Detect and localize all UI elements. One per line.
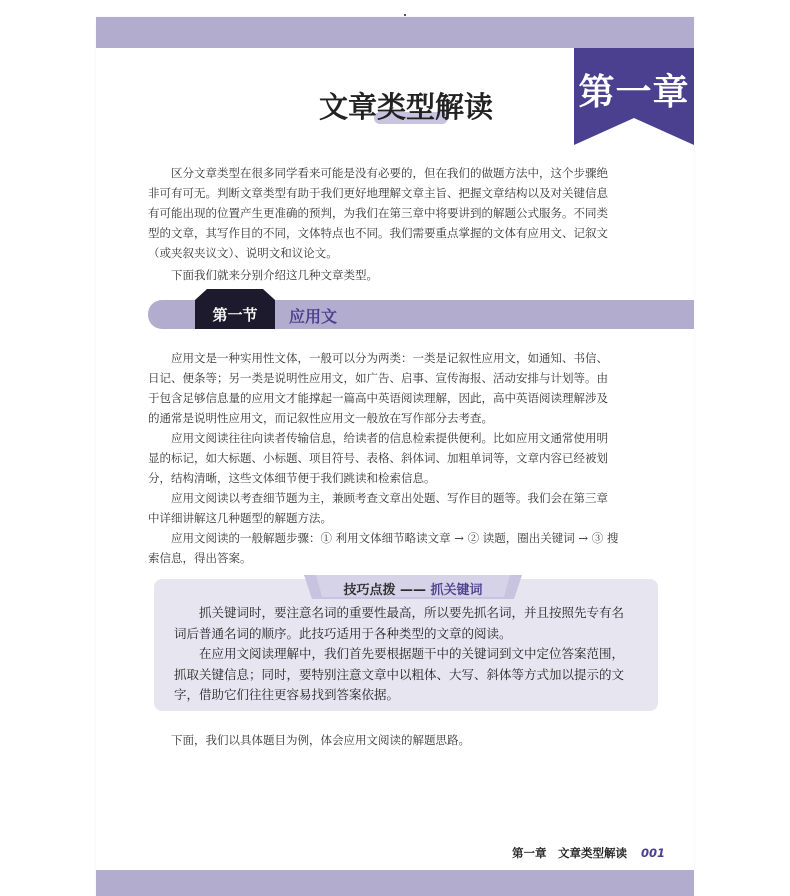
body-paragraph-3: 应用文阅读以考查细节题为主，兼顾考查文章出处题、写作目的题等。我们会在第三章 中详细讲解这几种题型的解题方法。 <box>148 491 608 525</box>
tip-label-highlight: 抓关键词 <box>430 583 483 598</box>
body-paragraph-2: 应用文阅读往往向读者传输信息，给读者的信息检索提供便利。比如应用文通常使用明 显的标记，如大标题、小标题、项目符号、表格、斜体词、加粗单词等，文章内容已经被划 分，结构清晰，这些文体细节便于我们跳读和检索信息。 <box>148 431 608 485</box>
page-number: 001 <box>641 846 666 860</box>
top-mark <box>404 14 406 16</box>
tip-paragraph-2: 在应用文阅读理解中，我们首先要根据题干中的关键词到文中定位答案范围， 抓取关键信息；同时，要特别注意文章中以粗体、大写、斜体等方式加以提示的文 字，借助它们往往更容易找到答案依据。 <box>174 646 625 702</box>
intro-paragraph-1: 区分文章类型在很多同学看来可能是没有必要的，但在我们的做题方法中，这个步骤绝 非可有可无。判断文章类型有助于我们更好地理解文章主旨、把握文章结构以及对关键信息 有可能出现的位置产生更准确的预判，为我们在第三章中将要讲到的解题公式服务。不同类 型的文章，其写作目的不同，文体特点也不同。我们需要重点掌握的文体有应用文、记叙文 （或夹叙夹议文）、说明文和议论文。 <box>148 166 608 260</box>
bottom-band <box>96 870 694 896</box>
body-paragraph-1: 应用文是一种实用性文体，一般可以分为两类：一类是记叙性应用文，如通知、书信、 日记、便条等；另一类是说明性应用文，如广告、启事、宣传海报、活动安排与计划等。由 于包含足够信息量的应用文才能撑起一篇高中英语阅读理解，因此，高中英语阅读理解涉及 的通常是说明性应用文，而记叙性应用文一般放在写作部分去考查。 <box>148 351 608 425</box>
tip-label: 技巧点拨 —— <box>343 583 431 598</box>
closing-paragraph: 下面，我们以具体题目为例，体会应用文阅读的解题思路。 <box>171 733 470 747</box>
tip-tab <box>304 575 522 599</box>
footer-chapter: 第一章 文章类型解读 <box>512 846 627 860</box>
page-footer <box>512 845 665 861</box>
tip-title <box>304 579 522 598</box>
body-paragraph-4: 应用文阅读的一般解题步骤：① 利用文体细节略读文章 → ② 读题，圈出关键词 → ③ 搜 索信息，得出答案。 <box>148 531 619 565</box>
chapter-tab-label: 第一章 <box>578 72 690 113</box>
page-title: 文章类型解读 <box>318 90 493 124</box>
chapter-tab <box>574 48 694 145</box>
section-label-box <box>195 289 275 329</box>
intro-paragraph-2: 下面我们就来分别介绍这几种文章类型。 <box>171 268 378 282</box>
book-page <box>96 17 694 896</box>
section-label: 第一节 <box>212 306 258 324</box>
title-block <box>306 85 506 129</box>
tip-paragraph-1: 抓关键词时，要注意名词的重要性最高，所以要先抓名词，并且按照先专有名 词后普通名词的顺序。此技巧适用于各种类型的文章的阅读。 <box>174 605 625 641</box>
section-title: 应用文 <box>289 307 338 326</box>
top-band <box>96 17 694 48</box>
